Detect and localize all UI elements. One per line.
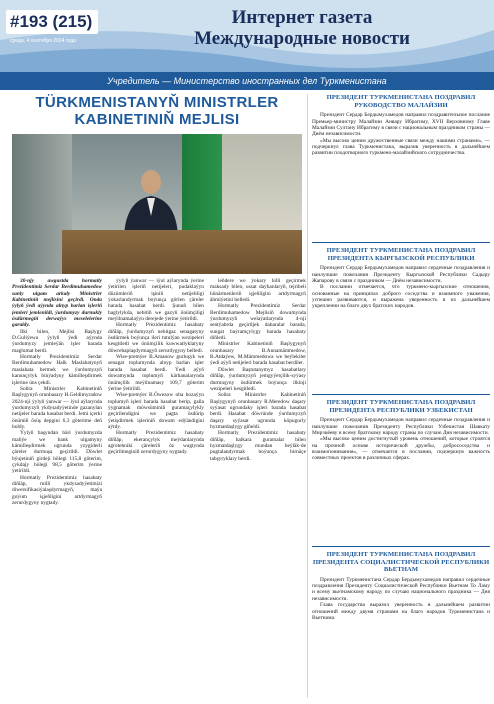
headline-line-1: TÜRKMENISTANYŇ MINISTRLER xyxy=(35,94,279,111)
photo-person xyxy=(116,166,186,236)
article-paragraph: Hormatly Prezidentimiz hasabaty diňläp, ýurdumyzyň nebitgaz senagatyny ösdürmek boýunça ileri tutulýan wezipeleri kesgitledi we önümçilik kuwwatlyklaryny döwrebaplaşdyrmagyň zerurdygyny belledi. xyxy=(108,322,204,354)
issue-date: среда, 4 сентября 2024 года xyxy=(10,38,76,44)
news-title: ПРЕЗИДЕНТ ТУРКМЕНИСТАНА ПОЗДРАВИЛ ПРЕЗИДЕНТА КЫРГЫЗСКОЙ РЕСПУБЛИКИ xyxy=(326,247,476,262)
news-paragraph: «Мы высоко ценим дружественные связи между нашими странами», — подчеркнул глава Туркменистана, выразив уверенность в дальнейшем развитии плодотворного туркмено-малайзийского сотрудничества. xyxy=(312,137,490,157)
article-column-2 xyxy=(108,278,204,698)
news-paragraph: Президент Сердар Бердымухамедов направил поздравительное послание Премьер-министру Малайзии Анвару Ибрагиму, XVII Верховному Главе Малайзии Султану Ибрагиму в связи с национальным праздником страны — Днём независимости. xyxy=(312,112,490,138)
article-paragraph: Ilki bilen, Mejlisi Başlygy D.Guliýewa ýylyň ýedi aýynda ýurdumyzy jemleýän işler barada maglumat berdi. xyxy=(12,328,102,354)
article-lead: 30-njy awgustda hormatly Prezidentimiz Serdar Berdimuhamedow sanly ulgam arkaly Ministrler Kabinetiniň mejlisini geçirdi. Onda ýylyň ýedi aýynda alnyp barlan işleriň jemleri jemlenildi, ýurdumyzy durnukly ösdürmegiň derwaýys meselelerine garaldy. xyxy=(12,278,102,329)
news-paragraph: «Мы высоко ценим достигнутый уровень отношений, которые строятся на прочной основе исторической дружбы, добрососедства и взаимопонимания», — отмечается в послании, подчеркнув важность совместных проектов в различных сферах. xyxy=(312,436,490,462)
news-paragraph: Президент Сердар Бердымухамедов направил сердечные поздравления и наилучшие пожелания Президенту Кыргызской Республики Садыру Жапарову в связи с праздником — Днём независимости. xyxy=(312,265,490,284)
title-line-1: Интернет газета xyxy=(231,7,373,28)
news-paragraph: Президент Сердар Бердымухамедов направил сердечные поздравления и наилучшие пожелания Президенту Республики Узбекистан Шавкату Мирзиёеву и всему братскому народу страны по случаю Дня независимости. xyxy=(312,417,490,436)
photo-desk xyxy=(62,230,302,274)
news-title: ПРЕЗИДЕНТ ТУРКМЕНИСТАНА ПОЗДРАВИЛ ПРЕЗИДЕНТА РЕСПУБЛИКИ УЗБЕКИСТАН xyxy=(326,399,476,414)
news-divider xyxy=(312,394,490,395)
news-body xyxy=(312,417,490,461)
article-paragraph: Wise-premýer B.Öwezow oba hozaýyn toplumyň işleri barada hasabat berip, galla ýygnamak möwsüminiň guramaçylykly geçirilendigini we pagta ösdürip ýetişdirmek işleriniň dowam edýändigini aýtdy. xyxy=(108,392,204,430)
article-paragraph: Hormatly Prezidentimiz Serdar Berdimuhamedow Halk Maslahatynyň maslahata bermek we ýurdumyzyň kanunçylyk binýadyny kämilleşdirmek işlerine üns çekdi. xyxy=(12,354,102,386)
issue-number: #193 (215) xyxy=(6,10,98,34)
article-paragraph: Hormatly Prezidentimiz hasabaty diňläp, halkara guramalar bilen hyzmatdaşlygy mundan beýläk-de pugtalandyrmak boýunça birnäçe tabşyryklary berdi. xyxy=(210,430,306,462)
photo-shelf xyxy=(222,134,302,234)
title-line-2: Международные новости xyxy=(194,28,410,49)
article-column-1 xyxy=(12,278,102,698)
column-divider xyxy=(307,94,308,698)
article-paragraph: Döwlet Baştutanymyz hasabatlary diňläp, ýurdumyzyň jemgyýetçilik-syýasy durmuşyny ösdürmek boýunça ilkinji wezipeleri kesgitledi. xyxy=(210,366,306,392)
article-headline xyxy=(8,94,306,128)
article-paragraph: Wise-premýer B.Amanow gurluşyk we senagat toplumynda alnyp barlan işler barada hasabat berdi. Ýedi aýyň dowamynda toplumyň kärhanalarynda önümçilik meýilnamasy 109,7 göterim ýerine ýetirildi. xyxy=(108,354,204,392)
news-divider xyxy=(312,546,490,547)
news-sidebar xyxy=(312,94,490,698)
news-paragraph: В послании отмечается, что туркмено-кыргызские отношения, основанные на принципах доброго соседства и взаимного уважения, успешно развиваются, и выражена уверенность в их дальнейшем укреплении на благо двух братских народов. xyxy=(312,284,490,310)
news-paragraph: Глава государства выразил уверенность в дальнейшем развитии отношений между двумя странами на благо народов Туркменистана и Вьетнама. xyxy=(312,602,490,621)
article-paragraph: Hormatly Prezidentimiz hasabaty diňläp, milli ykdysadyýetimizi diwersifikasiýalaşdyrmagyň, maýa goýum işjeňligini artdyrmagyň zerurdygyny nygtady. xyxy=(12,474,102,507)
article-paragraph: Ministrler Kabinetiniň Başlygynyň orunbasary B.Annamämmedow, B.Atdaýew, M.Mämmedowa we beýlekiler ýedi aýyň netijeleri barada hasabat berdiler. xyxy=(210,341,306,367)
news-body xyxy=(312,577,490,621)
article-paragraph: Hormatly Prezidentimiz Serdar Berdimuhamedow Mejlisiň dowamynda ýurdumyzyň welaýatlarynda 4-nji sentýabrda geçiriljek dabaralar barada, sungat baýramçylygy barada hasabaty diňledi. xyxy=(210,303,306,342)
news-title: ПРЕЗИДЕНТ ТУРКМЕНИСТАНА ПОЗДРАВИЛ ПРЕЗИДЕНТА СОЦИАЛИСТИЧЕСКОЙ РЕСПУБЛИКИ ВЬЕТНАМ xyxy=(312,551,490,574)
news-item-kyrgyzstan xyxy=(312,247,490,310)
news-item-vietnam xyxy=(312,551,490,621)
headline-line-2: KABINETINIŇ MEJLISI xyxy=(74,111,240,128)
founder-line: Учредитель — Министерство иностранных дел Туркменистана xyxy=(107,76,387,86)
newspaper-title xyxy=(118,8,486,49)
article-paragraph: ýylyň ýanwar — iýul aýlarynda ýerine ýetirilen işleriň netijeleri, pudaklaýyn düzümleriň işiniň netijeliligi ýokarlandyrmak boýunça görlen çäreler barada hasabat berdi. Şunuň bilen baglylykda, nebitiň we gazyň önümçiligi meýilnamalaýyn derejede ýerine ýetirildi. xyxy=(108,278,204,323)
article-photo xyxy=(12,134,302,274)
article-paragraph: Soňra Ministrler Kabinetiniň Başlygynyň orunbasary H.Geldimyradow 2024-nji ýylyň ýanwar — iýul aýlarynda ýurdumyzyň ykdysadyýetinde gazanylan netijeler barada hasabat berdi. Jemi içerki önümiň ösüş depgini 6,3 göterime deň boldy. xyxy=(12,385,102,430)
article-column-3 xyxy=(210,278,306,698)
news-paragraph: Президент Туркменистана Сердар Бердымухамедов направил сердечные поздравления Президенту Социалистической Республики Вьетнам То Ламу и всему вьетнамскому народу по случаю национального праздника — Дня независимости. xyxy=(312,576,490,602)
article-paragraph: leňdere we ýokary hilli geçirmek maksady bilen, ussat daýhanlaryň, tejribeli hünärmenleriň işjeňligini artdyrmagyň ähmiýetini belledi. xyxy=(210,278,306,304)
article-paragraph: Hormatly Prezidentimiz hasabaty diňläp, ekerançylyk meýdanlarynda agrotehniki çäreleriň öz wagtynda geçirilmeginiň zerurdygyny nygtady. xyxy=(108,430,204,456)
news-divider xyxy=(312,242,490,243)
masthead xyxy=(0,0,494,90)
news-title: ПРЕЗИДЕНТ ТУРКМЕНИСТАНА ПОЗДРАВИЛ РУКОВОДСТВО МАЛАЙЗИИ xyxy=(326,94,476,109)
news-item-malaysia xyxy=(312,94,490,157)
article-paragraph: Ýylyň başyndan bäri ýurdumyzda maliýe we bank ulgamyny kämilleşdirmek ugrunda yzygiderli çäreler durmuşa geçirildi. Döwlet býujetiniň girdeji bölegi 115,8 göterim, çykdajy bölegi 98,5 göterim ýerine ýetirildi. xyxy=(12,430,102,475)
news-body xyxy=(312,112,490,156)
article-paragraph: Soňra Ministrler Kabinetiniň Başlygynyň orunbasary R.Meredow daşary syýasat ugrundaky işleri barada hasabat berdi. Hasabat döwründe ýurdumyzyň daşary syýasat ugrunda köpugurly hyzmatdaşlygy giňeldi. xyxy=(210,392,306,430)
news-body xyxy=(312,265,490,309)
news-item-uzbekistan xyxy=(312,399,490,462)
